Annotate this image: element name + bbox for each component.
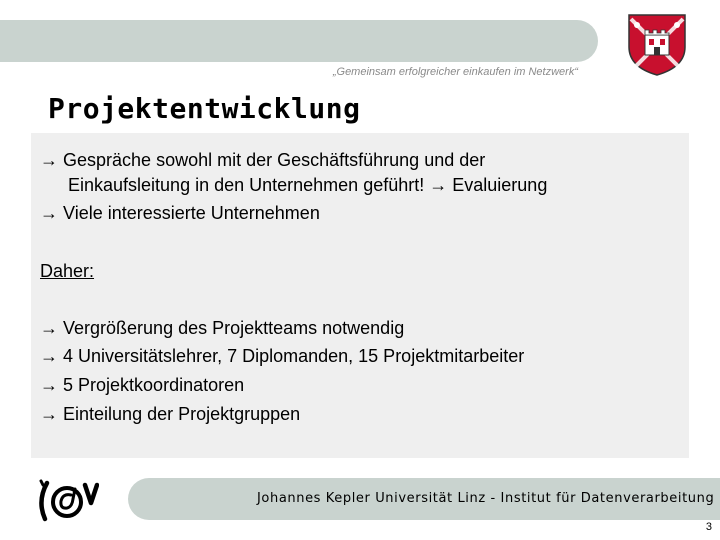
arrow-right-icon: → <box>40 346 58 366</box>
slogan: „Gemeinsam erfolgreicher einkaufen im Netzwerk“ <box>332 66 578 78</box>
bullet-text: Viele interessierte Unternehmen <box>63 203 320 223</box>
slide-title: Projektentwicklung <box>48 92 361 125</box>
bullet-text: Gespräche sowohl mit der Geschäftsführung und der <box>63 150 486 170</box>
coat-of-arms-icon <box>627 13 687 77</box>
page-number: 3 <box>705 521 712 533</box>
bullet-text: Einteilung der Projektgruppen <box>63 404 301 424</box>
institute-logo-icon <box>33 477 99 525</box>
arrow-right-icon: → <box>40 203 58 223</box>
bullet-text: 4 Universitätslehrer, 7 Diplomanden, 15 Projektmitarbeiter <box>63 346 525 366</box>
bullet-coordinators <box>40 374 244 396</box>
bullet-text: 5 Projektkoordinatoren <box>63 375 245 395</box>
bullet-conversations <box>40 149 485 171</box>
arrow-right-icon: → <box>40 375 58 395</box>
arrow-right-icon: → <box>429 175 448 195</box>
footer-institution: Johannes Kepler Universität Linz - Institut für Datenverarbeitung <box>257 491 715 506</box>
bullet-project-groups <box>40 403 300 425</box>
header-bar <box>0 20 598 62</box>
bullet-text: Einkaufsleitung in den Unternehmen geführt! <box>68 175 425 195</box>
arrow-right-icon: → <box>40 150 58 170</box>
bullet-staff-numbers <box>40 345 524 367</box>
bullet-text: Evaluierung <box>452 175 548 195</box>
bullet-text: Vergrößerung des Projektteams notwendig <box>63 318 405 338</box>
bullet-team-expansion <box>40 317 404 339</box>
arrow-right-icon: → <box>40 318 58 338</box>
section-label: Daher: <box>40 261 95 281</box>
bullet-interested-companies <box>40 202 320 224</box>
arrow-right-icon: → <box>40 404 58 424</box>
bullet-conversations-cont <box>68 174 547 196</box>
